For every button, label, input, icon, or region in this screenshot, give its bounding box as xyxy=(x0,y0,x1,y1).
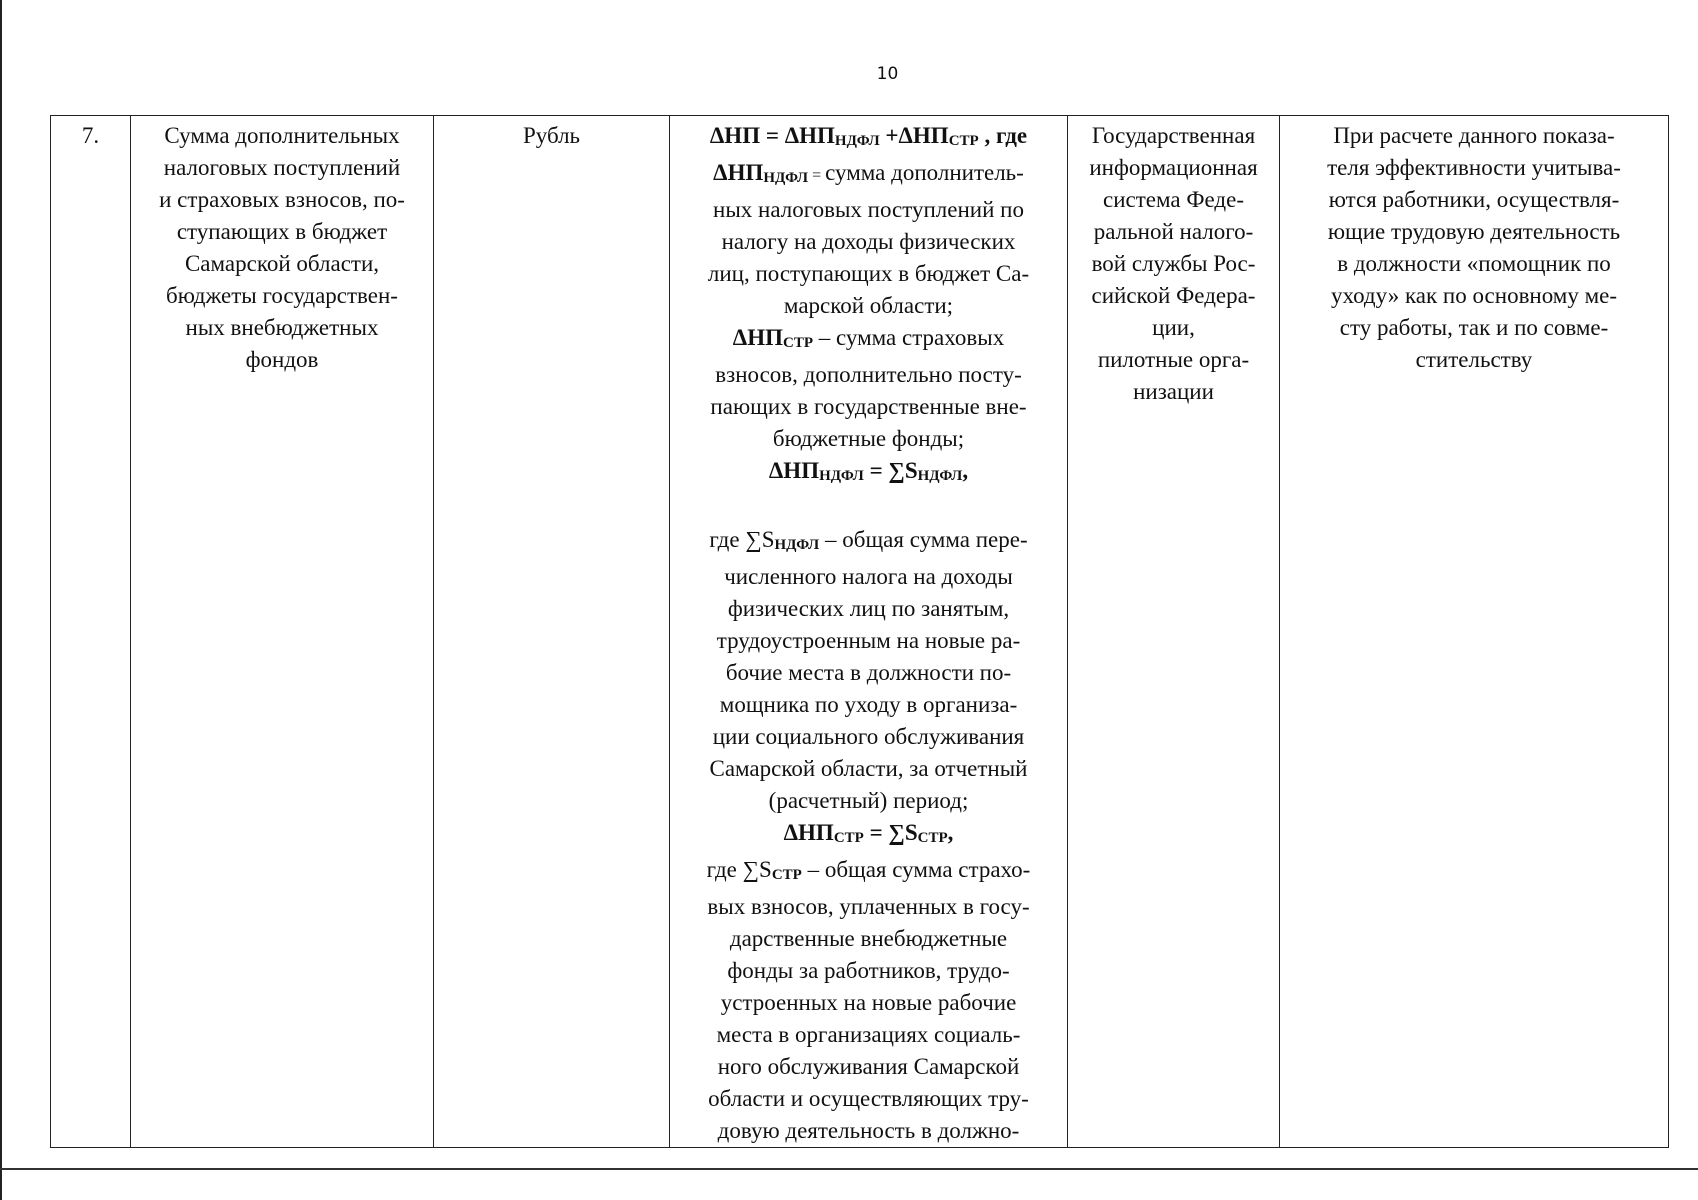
text-line: бочие места в должности по- xyxy=(725,660,1012,685)
row-number: 7. xyxy=(51,116,131,1148)
text-line: лиц, поступающих в бюджет Са- xyxy=(707,261,1030,286)
text-line: места в организациях социаль- xyxy=(716,1022,1021,1047)
text-line: ных внебюджетных xyxy=(185,315,379,340)
text-line: взносов, дополнительно посту- xyxy=(715,362,1022,387)
indicator-name-cell xyxy=(131,116,434,1148)
data-source-cell xyxy=(1068,116,1280,1148)
text-line: и страховых взносов, по- xyxy=(159,187,405,212)
explanation-str: где $\sum S_{СТР}$ – общая сумма страхо- xyxy=(706,857,1031,883)
text-line: ральной налого- xyxy=(1093,219,1254,244)
text-line: марской области; xyxy=(783,293,954,318)
table-row xyxy=(51,116,1669,1148)
formula-str: $\Delta НП_{СТР} = \sum S_{СТР}$, xyxy=(783,820,954,846)
text-line: сийской Федера- xyxy=(1091,283,1256,308)
page-number: 10 xyxy=(876,64,899,84)
text-line: налогу на доходы физических xyxy=(721,229,1016,254)
text-line: фонды за работников, трудо- xyxy=(727,958,1010,983)
text-line: фондов xyxy=(245,347,319,372)
scan-left-edge xyxy=(0,0,2,1200)
text-line: численного налога на доходы xyxy=(724,564,1013,589)
main-formula: $\Delta НП = \Delta НП_{НДФЛ} +\Delta НП_{СТР}$ , где xyxy=(709,123,1028,149)
text-line: Государственная xyxy=(1091,123,1256,148)
indicator-table xyxy=(50,115,1669,1148)
text-line: При расчете данного показа- xyxy=(1333,123,1615,148)
text-line: информационная xyxy=(1089,155,1258,180)
text-line: система Феде- xyxy=(1103,187,1244,212)
unit-cell: Рубль xyxy=(434,116,670,1148)
text-line: вой службы Рос- xyxy=(1091,251,1256,276)
text-line: в должности «помощник по xyxy=(1337,251,1611,276)
text-line: Самарской области, xyxy=(184,251,380,276)
text-line: физических лиц по занятым, xyxy=(727,596,1010,621)
text-line: устроенных на новые рабочие xyxy=(720,990,1017,1015)
definition-ndfl: $\Delta НП_{НДФЛ}$ = сумма дополнитель- xyxy=(713,160,1024,186)
text-line: Сумма дополнительных xyxy=(164,123,400,148)
definition-ndfl-continued xyxy=(672,194,1065,322)
explanation-str-continued xyxy=(672,891,1065,1147)
text-line: трудоустроенным на новые ра- xyxy=(716,628,1021,653)
text-line: низации xyxy=(1133,379,1214,404)
explanation-ndfl: где $\sum S_{НДФЛ}$ – общая сумма пере- xyxy=(709,527,1028,553)
definition-str-continued xyxy=(672,359,1065,455)
text-line: ции, xyxy=(1152,315,1195,340)
explanation-ndfl-continued xyxy=(672,561,1065,817)
text-line: ющие трудовую деятельность xyxy=(1327,219,1621,244)
text-line: уходу» как по основному ме- xyxy=(1330,283,1618,308)
text-line: стительству xyxy=(1415,347,1533,372)
text-line: сту работы, так и по совме- xyxy=(1339,315,1609,340)
text-line: мощника по уходу в организа- xyxy=(719,692,1018,717)
text-line: (расчетный) период; xyxy=(768,788,969,813)
text-line: налоговых поступлений xyxy=(163,155,401,180)
text-line: бюджетные фонды; xyxy=(772,426,965,451)
text-line: пающих в государственные вне- xyxy=(710,394,1027,419)
text-line: ются работники, осуществля- xyxy=(1328,187,1620,212)
text-line: Самарской области, за отчетный xyxy=(709,756,1028,781)
text-line: бюджеты государствен- xyxy=(166,283,398,308)
text-line: ного обслуживания Самарской xyxy=(717,1054,1020,1079)
formula-ndfl: $\Delta НП_{НДФЛ} = \sum S_{НДФЛ}$, xyxy=(768,458,969,484)
calculation-method-cell xyxy=(670,116,1068,1148)
text-line: области и осуществляющих тру- xyxy=(708,1086,1029,1111)
text-line: вых взносов, уплаченных в госу- xyxy=(707,894,1030,919)
text-line: пилотные орга- xyxy=(1097,347,1250,372)
definition-str: $\Delta НП_{СТР}$ – сумма страховых xyxy=(732,325,1005,351)
text-line: ции социального обслуживания xyxy=(712,724,1025,749)
text-line: ступающих в бюджет xyxy=(176,219,388,244)
note-cell xyxy=(1280,116,1669,1148)
text-line: довую деятельность в должно- xyxy=(717,1118,1020,1143)
blank-line xyxy=(672,492,1065,524)
text-line: теля эффективности учитыва- xyxy=(1327,155,1621,180)
text-line: дарственные внебюджетные xyxy=(729,926,1008,951)
bottom-rule xyxy=(0,1168,1698,1170)
text-line: ных налоговых поступлений по xyxy=(713,197,1024,222)
